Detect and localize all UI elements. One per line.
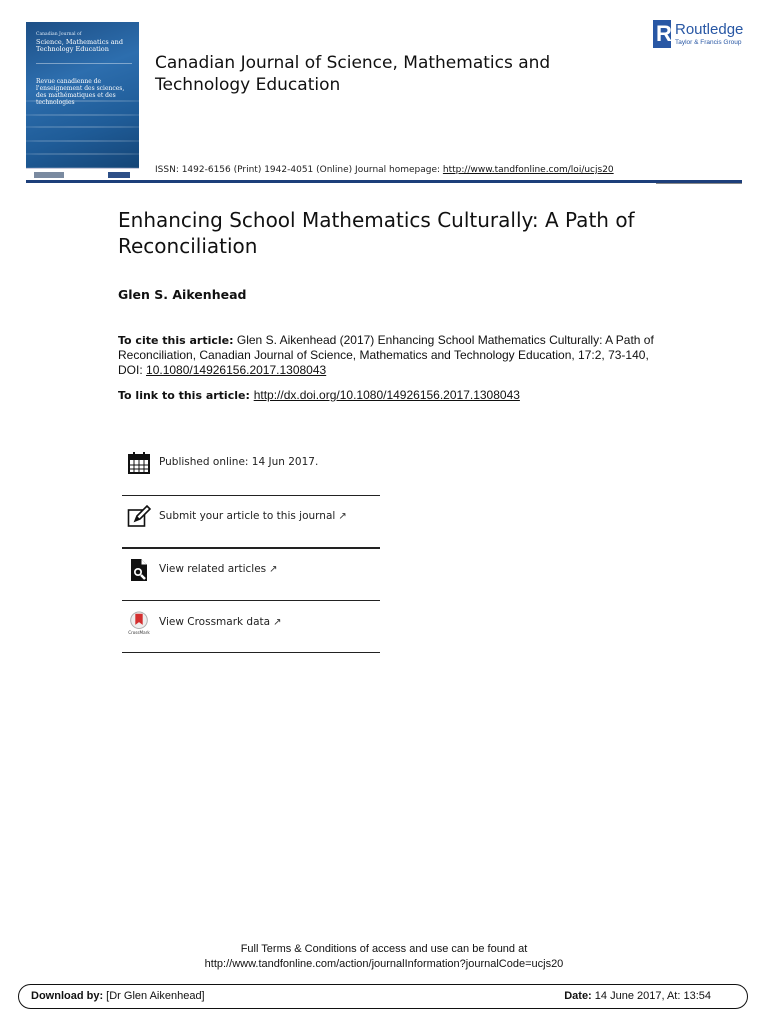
article-doi-url-link[interactable]: http://dx.doi.org/10.1080/14926156.2017.1308043 — [253, 388, 520, 402]
svg-text:CrossMark: CrossMark — [128, 630, 150, 635]
issn-line — [155, 165, 614, 175]
download-by-value: [Dr Glen Aikenhead] — [103, 990, 205, 1002]
crossmark-row[interactable] — [122, 597, 380, 649]
published-online-text: Published online: 14 Jun 2017. — [159, 456, 319, 468]
document-search-icon — [127, 558, 151, 582]
journal-cover-image — [26, 22, 139, 182]
download-info-bar — [18, 984, 748, 1009]
external-link-icon: ↗ — [269, 564, 278, 575]
download-by-label: Download by: — [31, 990, 104, 1002]
edit-icon — [127, 505, 151, 529]
citation-block — [118, 333, 658, 378]
related-articles-row[interactable] — [122, 544, 380, 596]
terms-notice — [184, 942, 584, 972]
crossmark-link[interactable]: View Crossmark data ↗ — [159, 616, 282, 628]
submit-article-link[interactable]: Submit your article to this journal ↗ — [159, 510, 347, 522]
published-online-row — [122, 437, 380, 489]
routledge-r-icon: R — [653, 20, 671, 48]
cover-line-2: Science, Mathematics and Technology Education — [36, 38, 123, 53]
journal-homepage-link[interactable]: http://www.tandfonline.com/loi/ucjs20 — [442, 165, 614, 175]
header-divider — [26, 180, 742, 183]
journal-title: Canadian Journal of Science, Mathematics and Technology Education — [155, 53, 551, 95]
issn-text: ISSN: 1492-6156 (Print) 1942-4051 (Online) Journal homepage: — [155, 165, 443, 175]
download-by — [31, 990, 205, 1002]
publisher-subtitle: Taylor & Francis Group — [675, 39, 742, 46]
calendar-icon — [127, 451, 151, 475]
header-divider-accent — [656, 183, 742, 184]
publisher-name: Routledge — [675, 21, 744, 38]
cover-line-3: Revue canadienne de l'enseignement des sciences, des mathématiques et des technologies — [36, 78, 125, 106]
routledge-small-logo-icon — [108, 172, 130, 178]
link-label: To link to this article: — [118, 389, 254, 402]
cite-label: To cite this article: — [118, 334, 234, 347]
external-link-icon: ↗ — [273, 617, 282, 628]
society-logo-icon — [34, 172, 64, 178]
submit-article-row[interactable] — [122, 491, 380, 543]
article-title: Enhancing School Mathematics Culturally: A Path of Reconciliation — [118, 208, 635, 258]
terms-url[interactable]: http://www.tandfonline.com/action/journalInformation?journalCode=ucjs20 — [204, 958, 564, 970]
article-author: Glen S. Aikenhead — [118, 287, 247, 302]
doi-link[interactable]: 10.1080/14926156.2017.1308043 — [146, 363, 327, 377]
related-articles-link[interactable]: View related articles ↗ — [159, 563, 278, 575]
publisher-logo[interactable] — [653, 20, 753, 50]
crossmark-icon — [127, 611, 151, 635]
external-link-icon: ↗ — [338, 511, 347, 522]
download-date — [564, 990, 711, 1002]
date-value: 14 June 2017, At: 13:54 — [591, 990, 711, 1002]
divider — [122, 652, 380, 653]
article-link-block — [118, 388, 678, 402]
cite-text: Glen S. Aikenhead (2017) Enhancing School Mathematics Culturally: A Path of Reconciliation, Canadian Journal of Science, Mathematics and Technology Education, 17:2, 73-140, DOI: — [118, 333, 654, 377]
terms-line-1: Full Terms & Conditions of access and use can be found at — [240, 943, 528, 955]
cover-line-1: Canadian Journal of — [36, 32, 82, 37]
date-label: Date: — [564, 990, 592, 1002]
